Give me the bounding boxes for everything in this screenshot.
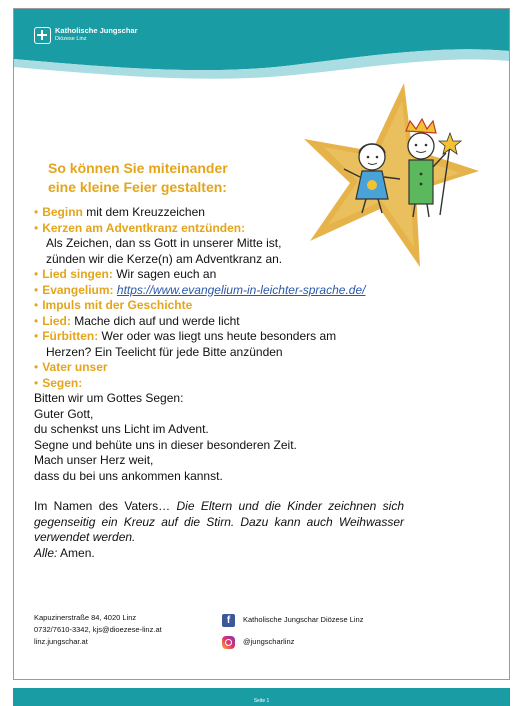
facebook-icon: f bbox=[222, 614, 235, 627]
list-item: • Impuls mit der Geschichte bbox=[34, 298, 193, 312]
celebration-agenda bbox=[34, 205, 404, 561]
logo bbox=[34, 26, 138, 44]
social-links bbox=[222, 612, 363, 656]
page-title: So können Sie miteinander eine kleine Feier gestalten: bbox=[48, 160, 228, 195]
list-item-detail: zünden wir die Kerze(n) am Adventkranz an. bbox=[46, 251, 283, 266]
logo-subname: Diözese Linz bbox=[55, 36, 87, 42]
footer-address: Kapuzinerstraße 84, 4020 Linz 0732/7610-3342, kjs@dioezese-linz.at linz.jungschar.at bbox=[34, 613, 162, 646]
page-footer-bar bbox=[13, 688, 510, 706]
list-item: • Kerzen am Adventkranz entzünden: bbox=[34, 220, 246, 235]
cross-logo-icon bbox=[34, 27, 51, 44]
list-item: • Fürbitten: Wer oder was liegt uns heute besonders am bbox=[34, 329, 337, 343]
list-item: • Lied: Mache dich auf und werde licht bbox=[34, 313, 240, 328]
closing-paragraph: Im Namen des Vaters… Die Eltern und die Kinder zeichnen sich gegenseitig ein Kreuz auf die Stirn. Dazu kann auch Weihwasser verwendet werden. bbox=[34, 499, 404, 544]
list-item: • Segen: bbox=[34, 375, 83, 390]
list-item-detail: Herzen? Ein Teelicht für jede Bitte anzünden bbox=[46, 344, 283, 359]
gospel-link[interactable]: https://www.evangelium-in-leichter-sprache.de/ bbox=[116, 282, 366, 297]
instagram-link[interactable]: @jungscharlinz bbox=[222, 634, 363, 650]
list-item: • Lied singen: Wir sagen euch an bbox=[34, 267, 217, 281]
page-number: Seite 1 bbox=[253, 698, 270, 704]
instagram-icon bbox=[222, 636, 235, 649]
blessing-text: Bitten wir um Gottes Segen: Guter Gott, du schenkst uns Licht im Advent. Segne und behüte uns in dieser besonderen Zeit. Mach unser Herz weit, dass du bei uns ankommen kannst. bbox=[34, 391, 297, 483]
list-item-detail: Als Zeichen, dan ss Gott in unserer Mitte ist, bbox=[46, 236, 282, 250]
closing-response: Alle: Amen. bbox=[34, 545, 95, 560]
list-item: • Beginn mit dem Kreuzzeichen bbox=[34, 205, 205, 219]
list-item: • Evangelium: https://www.evangelium-in-leichter-sprache.de/ bbox=[34, 282, 366, 297]
list-item: • Vater unser bbox=[34, 360, 108, 374]
logo-name: Katholische Jungschar bbox=[55, 26, 138, 35]
facebook-link[interactable]: f Katholische Jungschar Diözese Linz bbox=[222, 612, 363, 628]
header-wave bbox=[14, 9, 509, 89]
